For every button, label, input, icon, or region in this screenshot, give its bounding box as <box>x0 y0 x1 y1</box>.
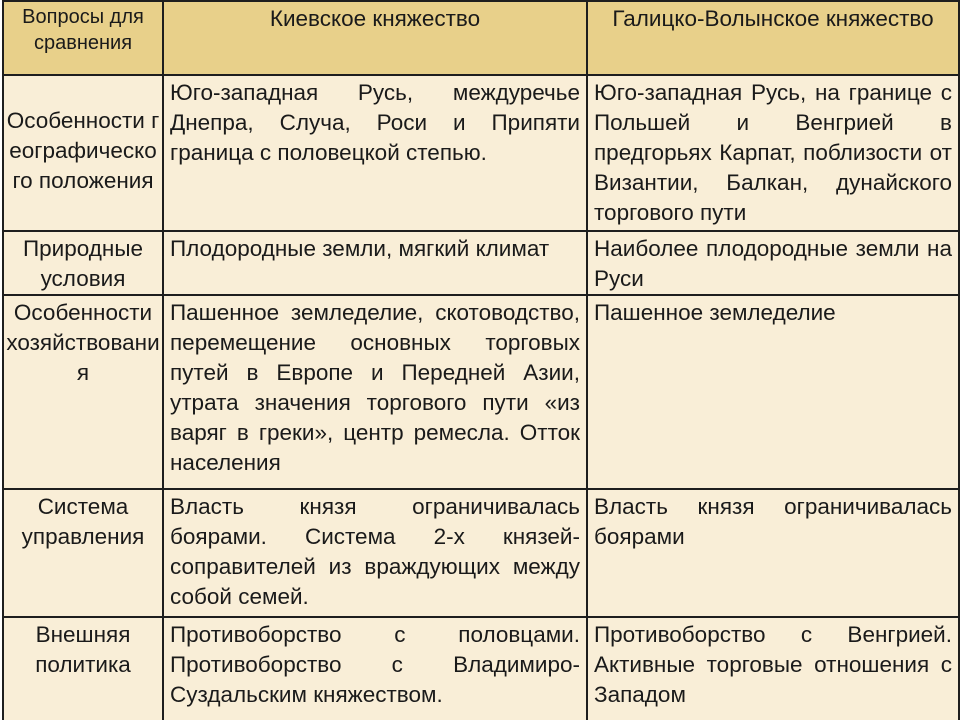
header-galich-text: Галицко-Волынское княжество <box>612 6 934 31</box>
header-questions-text: Вопросы для сравнения <box>22 6 144 54</box>
galich-cell <box>587 231 959 295</box>
row-label-text: Особенности хозяйствования <box>6 300 160 385</box>
row-label <box>3 489 163 617</box>
table-row <box>3 231 959 295</box>
galich-cell-text: Пашенное земледелие <box>594 300 836 325</box>
galich-cell <box>587 489 959 617</box>
kiev-cell-text: Противоборство с половцами. Противоборство с Владимиро-Суздальским княжеством. <box>170 622 580 707</box>
kiev-cell-text: Юго-западная Русь, междуречье Днепра, Случа, Роси и Припяти граница с половецкой степью. <box>170 80 580 165</box>
kiev-cell <box>163 231 587 295</box>
kiev-cell <box>163 489 587 617</box>
row-label-text: Особенности географического положения <box>6 108 160 193</box>
table-header-row <box>3 1 959 75</box>
table-row <box>3 295 959 489</box>
galich-cell-text: Противоборство с Венгрией. Активные торговые отношения с Западом <box>594 622 952 707</box>
kiev-cell <box>163 295 587 489</box>
header-questions <box>3 1 163 75</box>
row-label-text: Система управления <box>21 494 145 549</box>
comparison-table <box>2 0 960 720</box>
row-label <box>3 617 163 720</box>
kiev-cell-text: Власть князя ограничивалась боярами. Система 2-х князей-соправителей из враждующих между собой семей. <box>170 494 580 609</box>
row-label <box>3 295 163 489</box>
galich-cell-text: Наиболее плодородные земли на Руси <box>594 236 952 291</box>
kiev-cell <box>163 617 587 720</box>
galich-cell <box>587 295 959 489</box>
header-kiev <box>163 1 587 75</box>
row-label <box>3 75 163 231</box>
header-kiev-text: Киевское княжество <box>269 6 481 31</box>
table-row <box>3 617 959 720</box>
galich-cell-text: Юго-западная Русь, на границе с Польшей и Венгрией в предгорьях Карпат, поблизости от Византии, Балкан, дунайского торгового пути <box>594 80 952 225</box>
row-label <box>3 231 163 295</box>
row-label-text: Внешняя политика <box>35 622 131 677</box>
galich-cell-text: Власть князя ограничивалась боярами <box>594 494 952 549</box>
row-label-text: Природные условия <box>22 236 144 291</box>
table-row <box>3 75 959 231</box>
header-galich <box>587 1 959 75</box>
kiev-cell <box>163 75 587 231</box>
galich-cell <box>587 617 959 720</box>
kiev-cell-text: Плодородные земли, мягкий климат <box>170 236 550 261</box>
kiev-cell-text: Пашенное земледелие, скотоводство, перемещение основных торговых путей в Европе и Передней Азии, утрата значения торгового пути «из варяг в греки», центр ремесла. Отток населения <box>170 300 580 475</box>
table-row <box>3 489 959 617</box>
galich-cell <box>587 75 959 231</box>
